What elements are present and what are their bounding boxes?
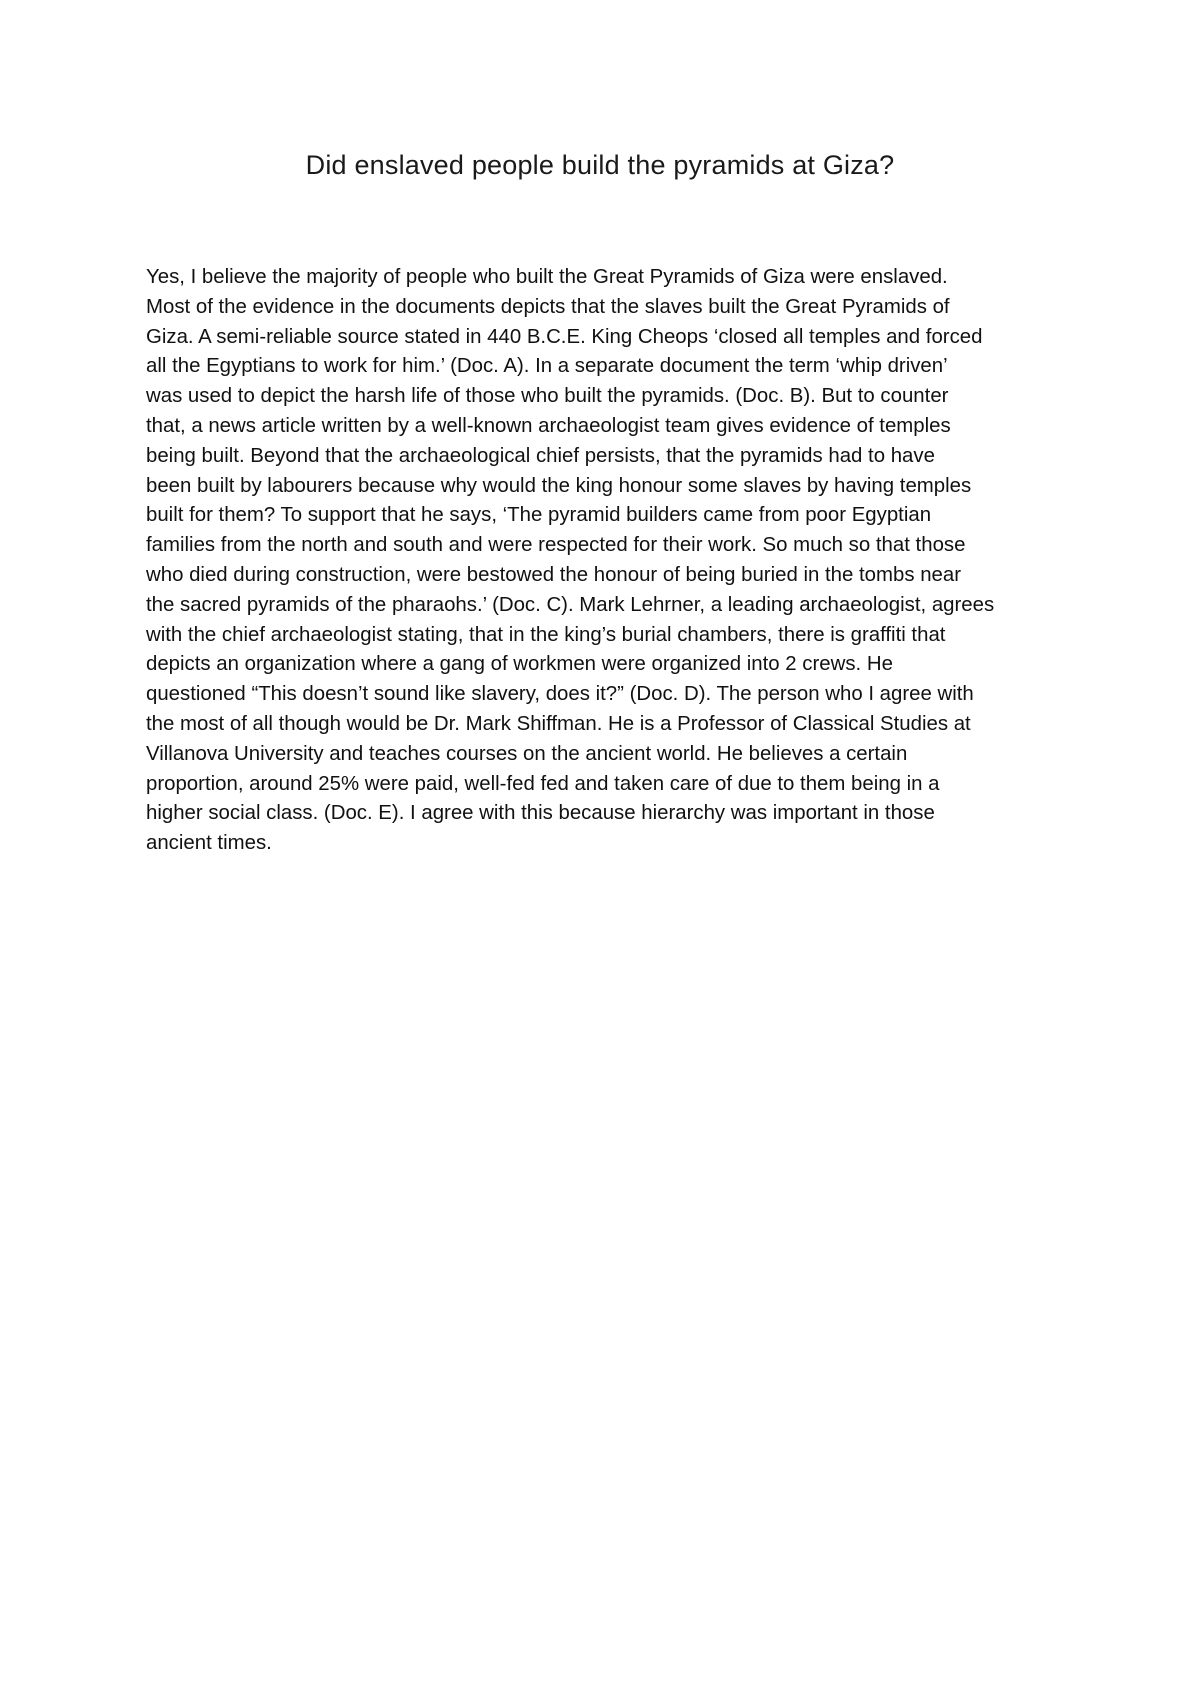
document-title: Did enslaved people build the pyramids at Giza? — [305, 150, 895, 180]
essay-paragraph — [146, 263, 1076, 859]
paragraph-line: been built by labourers because why would the king honour some slaves by having temples — [146, 474, 972, 497]
paragraph-line: with the chief archaeologist stating, that in the king’s burial chambers, there is graffiti that — [146, 623, 946, 646]
paragraph-line: questioned “This doesn’t sound like slavery, does it?” (Doc. D). The person who I agree with — [146, 683, 974, 706]
paragraph-line: families from the north and south and were respected for their work. So much so that those — [146, 534, 966, 557]
paragraph-line: built for them? To support that he says, ‘The pyramid builders came from poor Egyptian — [146, 504, 932, 527]
paragraph-line: the sacred pyramids of the pharaohs.’ (Doc. C). Mark Lehrner, a leading archaeologist, agrees — [146, 593, 995, 616]
paragraph-line: Giza. A semi-reliable source stated in 440 B.C.E. King Cheops ‘closed all temples and forced — [146, 325, 983, 348]
paragraph-line: Yes, I believe the majority of people who built the Great Pyramids of Giza were enslaved. — [146, 266, 948, 288]
paragraph-line: the most of all though would be Dr. Mark Shiffman. He is a Professor of Classical Studies at — [146, 712, 971, 735]
paragraph-line: proportion, around 25% were paid, well-fed fed and taken care of due to them being in a — [146, 772, 940, 795]
paragraph-line: Villanova University and teaches courses on the ancient world. He believes a certain — [146, 742, 908, 765]
paragraph-line: Most of the evidence in the documents depicts that the slaves built the Great Pyramids of — [146, 295, 950, 318]
paragraph-line: that, a news article written by a well-known archaeologist team gives evidence of temples — [146, 414, 951, 437]
paragraph-line: who died during construction, were bestowed the honour of being buried in the tombs near — [146, 563, 962, 586]
paragraph-line: being built. Beyond that the archaeological chief persists, that the pyramids had to have — [146, 444, 935, 467]
paragraph-line: higher social class. (Doc. E). I agree with this because hierarchy was important in those — [146, 802, 935, 825]
paragraph-line: was used to depict the harsh life of those who built the pyramids. (Doc. B). But to counter — [146, 385, 949, 408]
paragraph-line: all the Egyptians to work for him.’ (Doc. A). In a separate document the term ‘whip driven’ — [146, 355, 948, 378]
paragraph-line: ancient times. — [146, 832, 272, 855]
paragraph-line: depicts an organization where a gang of workmen were organized into 2 crews. He — [146, 653, 893, 676]
